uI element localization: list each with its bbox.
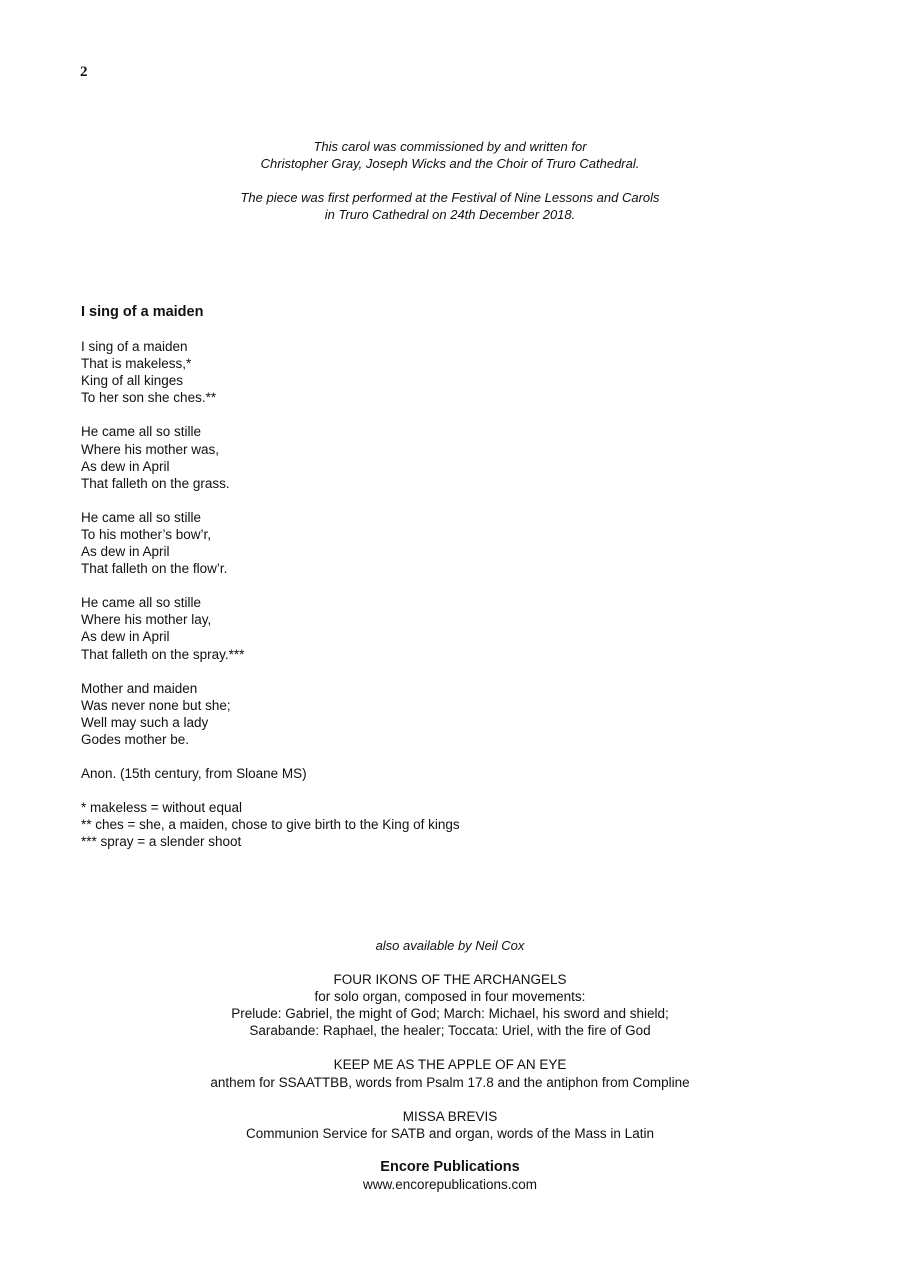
publisher-website: www.encorepublications.com [362, 1176, 538, 1192]
work-entry [0, 1108, 900, 1142]
verse-line: He came all so stille [81, 595, 202, 611]
commission-line: Christopher Gray, Joseph Wicks and the Choir of Truro Cathedral. [260, 156, 640, 171]
work-title: MISSA BREVIS [402, 1108, 498, 1124]
commission-line: This carol was commissioned by and written for [313, 139, 587, 154]
verse-line: That falleth on the flow’r. [81, 561, 228, 577]
poem-attribution: Anon. (15th century, from Sloane MS) [81, 765, 307, 781]
verse-line: He came all so stille [81, 509, 202, 525]
performance-note [0, 189, 900, 223]
page-number: 2 [80, 64, 88, 80]
work-detail: Communion Service for SATB and organ, words of the Mass in Latin [246, 1125, 654, 1141]
verse-line: Was never none but she; [81, 697, 231, 713]
also-available-heading: also available by Neil Cox [375, 938, 525, 953]
dedication-note [0, 138, 900, 240]
poem-title: I sing of a maiden [81, 304, 204, 320]
publisher-block [0, 1159, 900, 1193]
work-detail: Prelude: Gabriel, the might of God; March: Michael, his sword and shield; [231, 1006, 669, 1022]
work-entry [0, 971, 900, 1039]
stanza [81, 680, 781, 748]
commission-note [0, 138, 900, 172]
performance-line: in Truro Cathedral on 24th December 2018. [324, 207, 576, 222]
footnote: *** spray = a slender shoot [81, 834, 242, 850]
verse-line: That falleth on the grass. [81, 475, 230, 491]
work-detail: anthem for SSAATTBB, words from Psalm 17.8 and the antiphon from Compline [210, 1074, 690, 1090]
stanza [81, 594, 781, 662]
verse-line: To her son she ches.** [81, 390, 217, 406]
work-entry [0, 1056, 900, 1090]
verse-line: As dew in April [81, 544, 170, 560]
verse-line: Mother and maiden [81, 680, 198, 696]
poem-text [81, 304, 781, 850]
publisher-name: Encore Publications [380, 1158, 520, 1175]
work-detail: Sarabande: Raphael, the healer; Toccata: Uriel, with the fire of God [249, 1023, 651, 1039]
verse-line: That is makeless,* [81, 356, 192, 372]
verse-line: To his mother’s bow’r, [81, 526, 212, 542]
verse-line: As dew in April [81, 458, 170, 474]
stanza [81, 509, 781, 577]
stanza [81, 423, 781, 491]
verse-line: Godes mother be. [81, 731, 190, 747]
work-detail: for solo organ, composed in four movements: [314, 989, 586, 1005]
work-title: FOUR IKONS OF THE ARCHANGELS [333, 972, 567, 988]
performance-line: The piece was first performed at the Festival of Nine Lessons and Carols [240, 190, 660, 205]
footnote: ** ches = she, a maiden, chose to give birth to the King of kings [81, 817, 460, 833]
verse-line: King of all kinges [81, 373, 184, 389]
work-title: KEEP ME AS THE APPLE OF AN EYE [333, 1057, 567, 1073]
footnotes [81, 799, 781, 850]
verse-line: Where his mother lay, [81, 612, 212, 628]
also-available-section [0, 937, 900, 1193]
verse-line: Well may such a lady [81, 714, 209, 730]
verse-line: He came all so stille [81, 424, 202, 440]
stanza [81, 338, 781, 406]
verse-line: Where his mother was, [81, 441, 220, 457]
verse-line: I sing of a maiden [81, 339, 188, 355]
verse-line: As dew in April [81, 629, 170, 645]
footnote: * makeless = without equal [81, 800, 242, 816]
verse-line: That falleth on the spray.*** [81, 646, 245, 662]
